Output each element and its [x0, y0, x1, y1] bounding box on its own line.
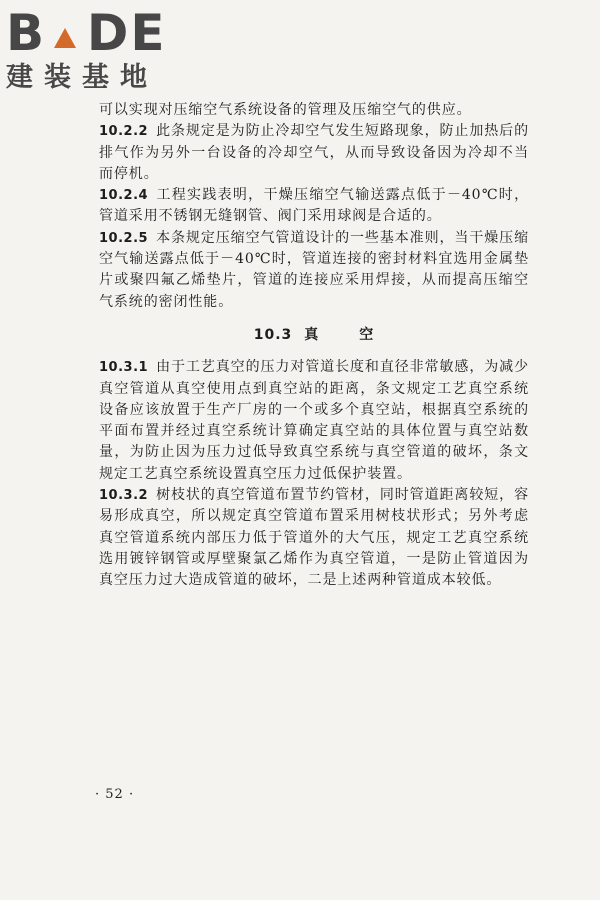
document-body: [99, 100, 529, 592]
page-number: · 52 ·: [95, 787, 135, 802]
clause-number: 10.3.1: [99, 360, 149, 376]
clause-number: 10.3.2: [99, 488, 149, 504]
section-number: 10.3: [253, 326, 293, 343]
clause-10-2-4: [99, 185, 529, 228]
clause-number: 10.2.2: [99, 124, 149, 140]
section-title-part: 真: [304, 326, 320, 343]
bade-logo: [6, 6, 176, 98]
clause-text: 树枝状的真空管道布置节约管材，同时管道距离较短，容易形成真空，所以规定真空管道布置采用树枝状形式；另外考虑真空管道系统内部压力低于管道外的大气压，规定工艺真空系统选用镀锌钢管或厚壁聚氯乙烯作为真空管道，一是防止管道因为真空压力过大造成管道的破坏，二是上述两种管道成本较低。: [99, 487, 529, 589]
clause-number: 10.2.4: [99, 188, 149, 204]
clause-text: 本条规定压缩空气管道设计的一些基本准则，当干燥压缩空气输送露点低于－40℃时，管道连接的密封材料宜选用金属垫片或聚四氟乙烯垫片，管道的连接应采用焊接，从而提高压缩空气系统的密闭性能。: [99, 229, 529, 310]
clause-10-2-2: [99, 121, 529, 185]
paragraph-intro: 可以实现对压缩空气系统设备的管理及压缩空气的供应。: [99, 102, 472, 118]
logo-subtitle: 建装基地: [6, 62, 158, 93]
clause-10-3-1: [99, 357, 529, 485]
clause-10-2-5: [99, 228, 529, 313]
clause-10-3-2: [99, 485, 529, 591]
clause-text: 工程实践表明，干燥压缩空气输送露点低于－40℃时，管道采用不锈钢无缝钢管、阀门采用球阀是合适的。: [99, 187, 529, 225]
logo-wordmark: B DE: [6, 4, 167, 62]
section-heading: [99, 325, 529, 346]
logo-triangle-icon: [54, 28, 76, 48]
section-title-part: 空: [359, 326, 375, 343]
clause-text: 此条规定是为防止冷却空气发生短路现象，防止加热后的排气作为另外一台设备的冷却空气，从而导致设备因为冷却不当而停机。: [99, 123, 529, 182]
clause-number: 10.2.5: [99, 230, 149, 246]
logo-letter-a: [46, 6, 87, 60]
clause-text: 由于工艺真空的压力对管道长度和直径非常敏感，为减少真空管道从真空使用点到真空站的距离，条文规定工艺真空系统设备应该放置于生产厂房的一个或多个真空站，根据真空系统的平面布置并经过真空系统计算确定真空站的具体位置与真空站数量，为防止因为压力过低导致真空系统与真空管道的破坏，条文规定工艺真空系统设置真空压力过低保护装置。: [99, 359, 529, 482]
